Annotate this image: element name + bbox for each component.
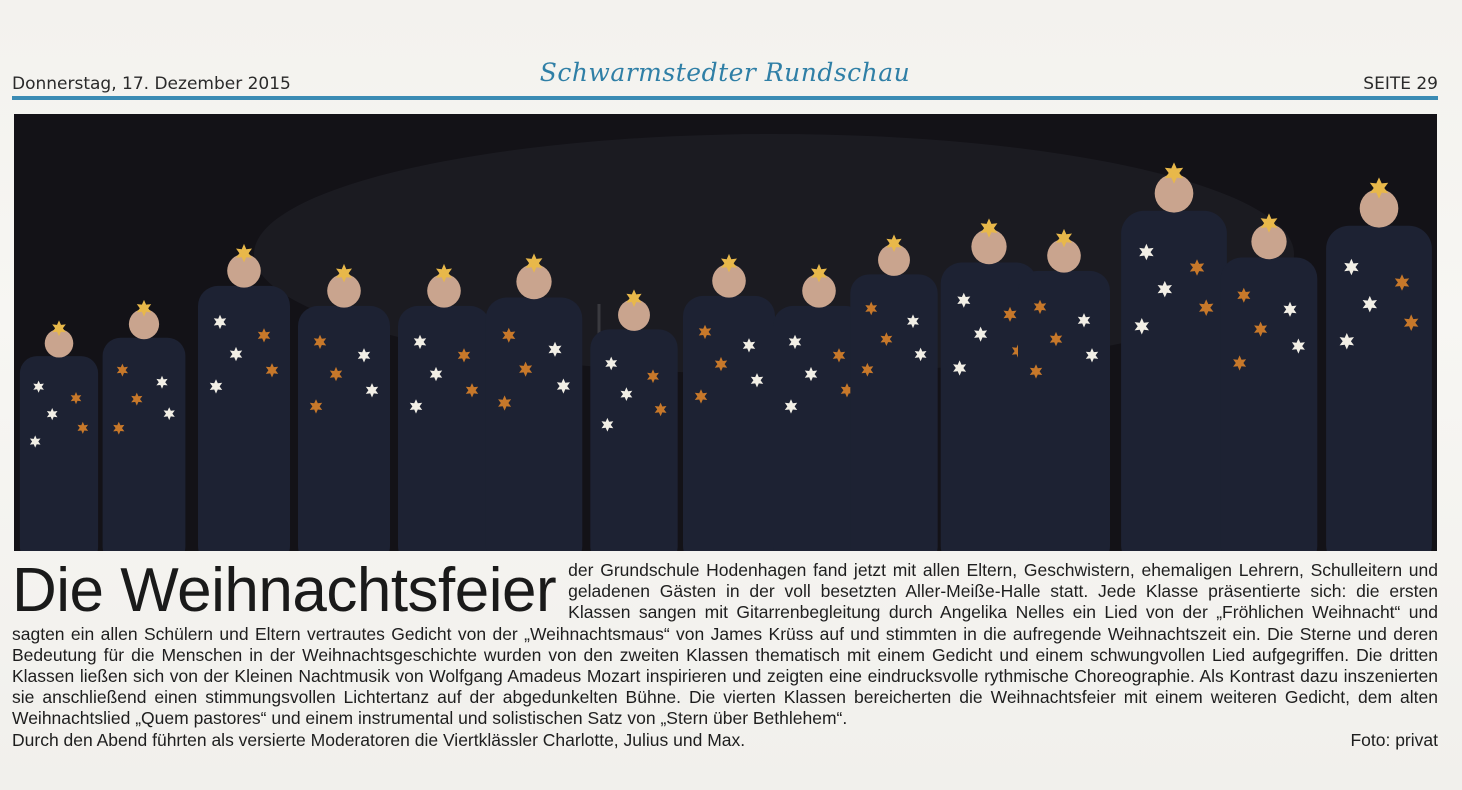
child-body [1326, 226, 1432, 551]
page-number: SEITE 29 [1363, 74, 1438, 94]
child-body [198, 286, 290, 551]
child-body [850, 274, 937, 551]
choir-photo [14, 114, 1437, 551]
child-body [486, 298, 583, 551]
article-body-main: der Grundschule Hodenhagen fand jetzt mit allen Eltern, Geschwistern, ehemaligen Lehrern, Schulleitern und geladenen Gästen in der voll besetzten Aller-Meiße-Halle statt. Jede Klasse präsentierte sich: die ersten Klassen sangen mit Gitarrenbegleitung durch Angelika Nelles ein Lied von der „Fröhlichen Weihnacht“ und sagten ein allen Schülern und Eltern vertrautes Gedicht von der „Weihnachtsmaus“ von James Krüss auf und stimmten in die aufregende Weihnachtszeit ein. Die Sterne und deren Bedeutung für die Menschen in der Weihnachtsgeschichte wurden von den zweiten Klassen thematisch mit einem Gedicht und einem schwungvollen Lied aufgegriffen. Die dritten Klassen ließen sich von der Kleinen Nachtmusik von Wolfgang Amadeus Mozart inspirieren und zeigten eine eindrucksvolle rythmische Choreographie. Als Kontrast dazu inszenierten sie anschließend einen stimmungsvollen Lichtertanz auf der abgedunkelten Bühne. Die vierten Klassen bereicherten die Weihnachtsfeier mit einem weiteren Gedicht, dem alten Weihnachtslied „Quem pastores“ und einem instrumental und solistischen Satz von „Stern über Bethlehem“. [12, 560, 1438, 729]
child-body [683, 296, 775, 551]
article-last-line [12, 730, 1438, 751]
choir-photo-illustration [14, 114, 1437, 551]
child-body [1121, 211, 1227, 551]
child-body [590, 329, 677, 551]
photo-credit: Foto: privat [1350, 729, 1438, 750]
article-body-last: Durch den Abend führten als versierte Moderatoren die Viertklässler Charlotte, Julius und Max. [12, 729, 746, 750]
masthead-rule [12, 96, 1438, 100]
article [12, 556, 1438, 751]
article-headline: Die Weihnachtsfeier [12, 556, 557, 625]
child-body [20, 356, 98, 551]
newspaper-title: Schwarmstedter Rundschau [539, 58, 911, 87]
masthead [12, 56, 1438, 98]
issue-date: Donnerstag, 17. Dezember 2015 [12, 74, 291, 94]
child-body [1221, 258, 1318, 551]
child-body [298, 306, 390, 551]
child-body [1018, 271, 1110, 551]
child-body [398, 306, 490, 551]
child-body [103, 338, 186, 551]
